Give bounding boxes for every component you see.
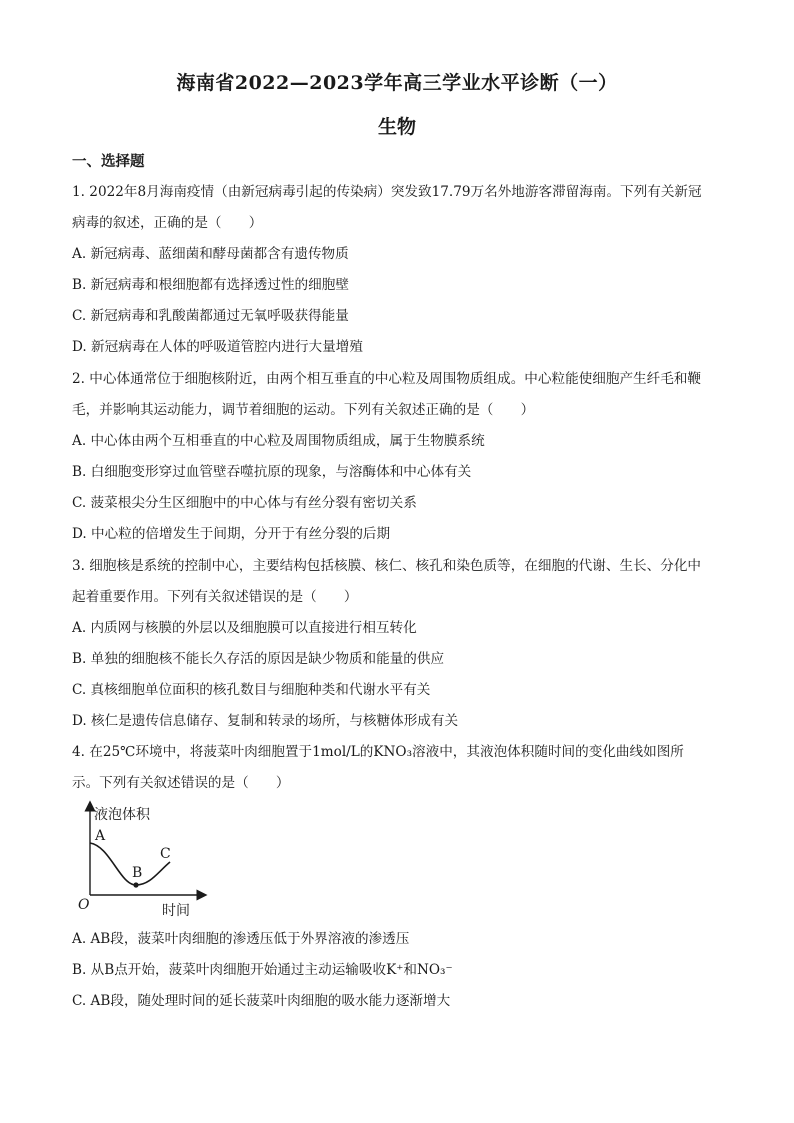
exam-subject: 生物 bbox=[377, 116, 416, 138]
q1-option-c: C. 新冠病毒和乳酸菌都通过无氧呼吸获得能量 bbox=[72, 308, 349, 324]
q2-stem-line1: 2. 中心体通常位于细胞核附近，由两个相互垂直的中心粒及周围物质组成。中心粒能使细胞产生纤毛和鞭 bbox=[72, 371, 702, 387]
point-a-label: A bbox=[95, 828, 106, 844]
q4-option-c: C. AB段，随处理时间的延长菠菜叶肉细胞的吸水能力逐渐增大 bbox=[72, 993, 451, 1009]
q3-option-b: B. 单独的细胞核不能长久存活的原因是缺少物质和能量的供应 bbox=[72, 651, 445, 667]
q3-stem-line2: 起着重要作用。下列有关叙述错误的是（ ） bbox=[72, 589, 358, 605]
q2-option-b: B. 白细胞变形穿过血管壁吞噬抗原的现象，与溶酶体和中心体有关 bbox=[72, 464, 472, 480]
q1-option-a: A. 新冠病毒、蓝细菌和酵母菌都含有遗传物质 bbox=[72, 246, 349, 262]
q1-option-d: D. 新冠病毒在人体的呼吸道管腔内进行大量增殖 bbox=[72, 339, 363, 355]
y-axis-label: 液泡体积 bbox=[94, 807, 150, 823]
origin-label: O bbox=[78, 897, 90, 913]
x-axis-label: 时间 bbox=[162, 903, 190, 919]
point-b-marker bbox=[133, 882, 138, 887]
q3-option-d: D. 核仁是遗传信息储存、复制和转录的场所，与核糖体形成有关 bbox=[72, 713, 459, 729]
volume-curve bbox=[90, 843, 170, 885]
point-b-label: B bbox=[132, 865, 143, 881]
q1-stem-line2: 病毒的叙述，正确的是（ ） bbox=[72, 215, 263, 231]
exam-title: 海南省2022—2023学年高三学业水平诊断（一） bbox=[176, 72, 618, 94]
q3-option-c: C. 真核细胞单位面积的核孔数目与细胞种类和代谢水平有关 bbox=[72, 682, 431, 698]
q3-option-a: A. 内质网与核膜的外层以及细胞膜可以直接进行相互转化 bbox=[72, 620, 417, 636]
q1-option-b: B. 新冠病毒和根细胞都有选择透过性的细胞壁 bbox=[72, 277, 349, 293]
point-c-label: C bbox=[160, 846, 171, 862]
q2-option-d: D. 中心粒的倍增发生于间期，分开于有丝分裂的后期 bbox=[72, 526, 391, 542]
q4-stem-line2: 示。下列有关叙述错误的是（ ） bbox=[72, 775, 290, 791]
q1-stem-line1: 1. 2022年8月海南疫情（由新冠病毒引起的传染病）突发致17.79万名外地游客滞留海南。下列有关新冠 bbox=[72, 184, 702, 200]
q4-stem-line1: 4. 在25℃环境中，将菠菜叶肉细胞置于1mol/L的KNO₃溶液中，其液泡体积随时间的变化曲线如图所 bbox=[72, 744, 684, 760]
vacuole-volume-figure bbox=[70, 800, 210, 922]
section-heading: 一、选择题 bbox=[72, 153, 145, 170]
q2-option-a: A. 中心体由两个互相垂直的中心粒及周围物质组成，属于生物膜系统 bbox=[72, 433, 485, 449]
q2-option-c: C. 菠菜根尖分生区细胞中的中心体与有丝分裂有密切关系 bbox=[72, 495, 417, 511]
q4-option-b: B. 从B点开始，菠菜叶肉细胞开始通过主动运输吸收K⁺和NO₃⁻ bbox=[72, 962, 453, 978]
q4-option-a: A. AB段，菠菜叶肉细胞的渗透压低于外界溶液的渗透压 bbox=[72, 931, 410, 947]
q2-stem-line2: 毛，并影响其运动能力，调节着细胞的运动。下列有关叙述正确的是（ ） bbox=[72, 402, 535, 418]
q3-stem-line1: 3. 细胞核是系统的控制中心，主要结构包括核膜、核仁、核孔和染色质等，在细胞的代谢、生长、分化中 bbox=[72, 558, 702, 574]
